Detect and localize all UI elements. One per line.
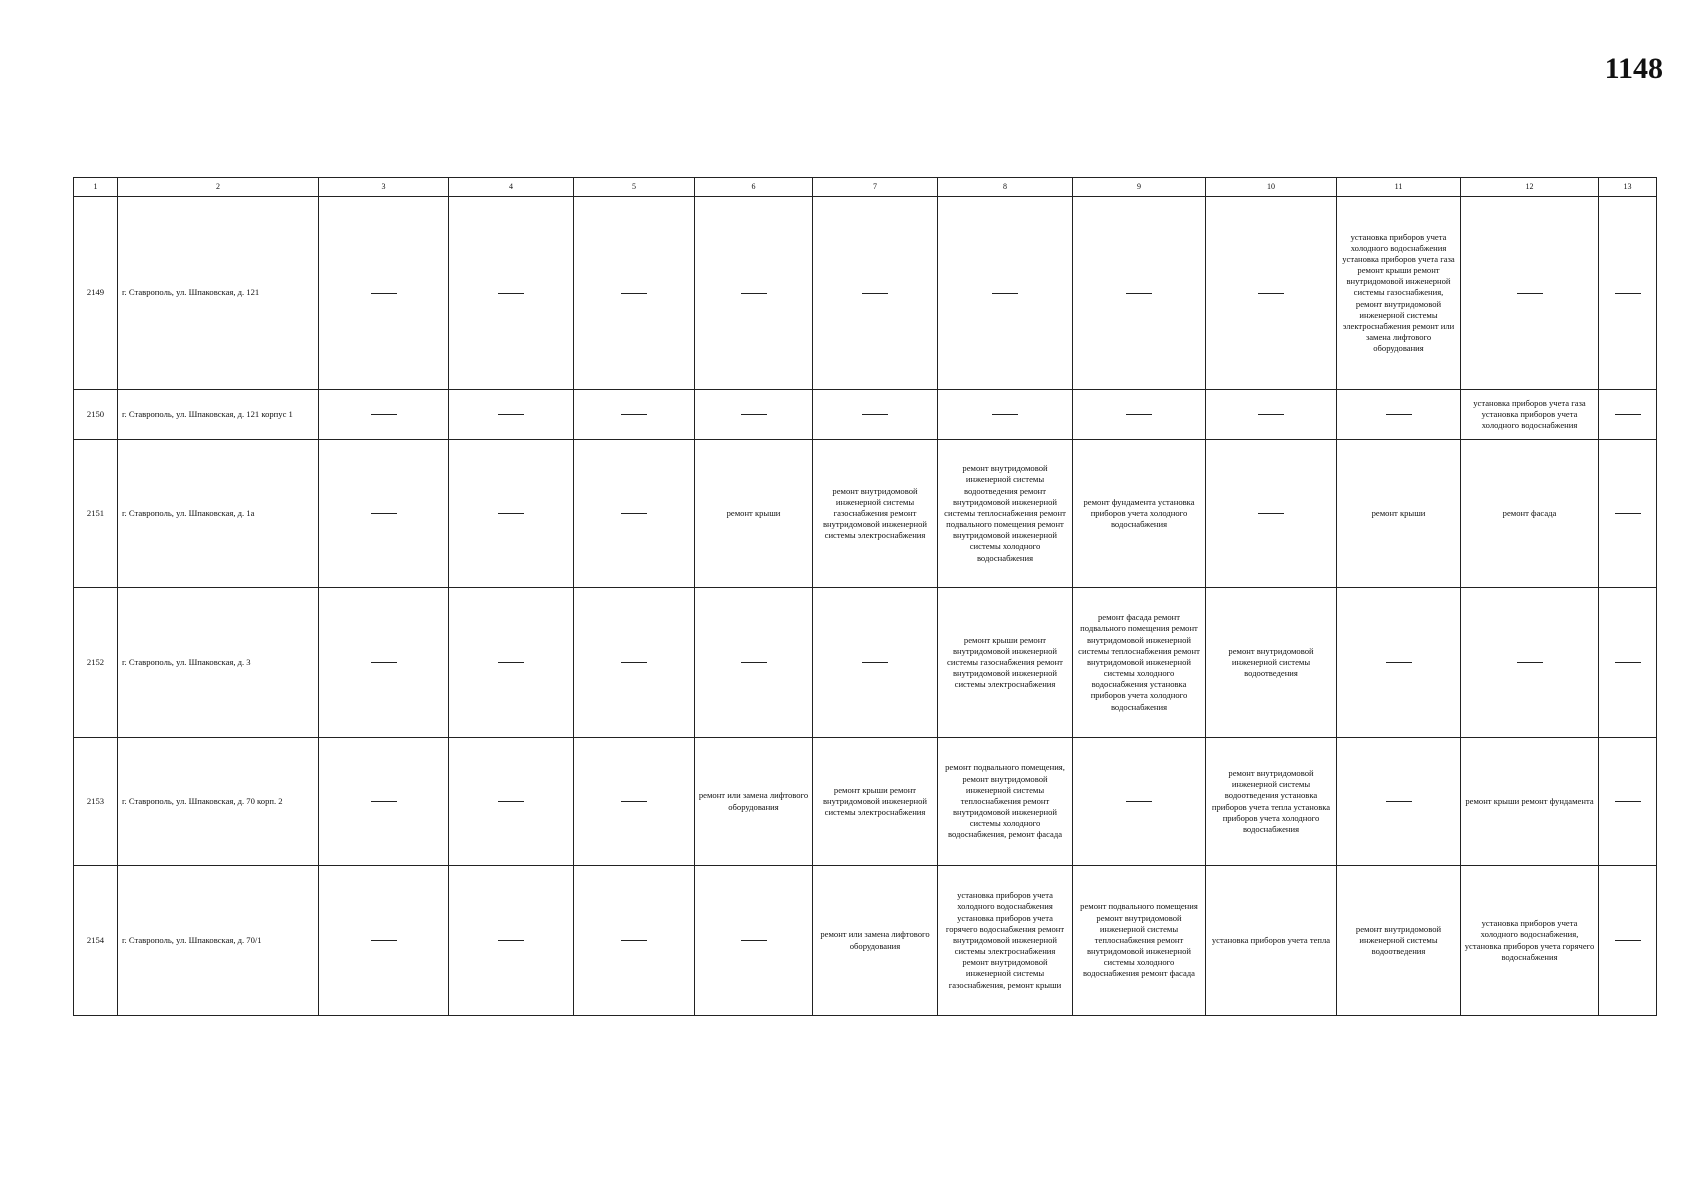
- work-type-text: ремонт внутридомовой инженерной системы газоснабжения ремонт внутридомовой инженерной системы электроснабжения: [822, 485, 928, 541]
- table-row: [74, 738, 1657, 866]
- row-number: 2149: [74, 197, 118, 390]
- work-type-text: ремонт крыши ремонт фундамента: [1465, 795, 1594, 806]
- empty-cell: [1599, 197, 1657, 390]
- empty-cell: [449, 440, 574, 588]
- empty-cell: [1461, 588, 1599, 738]
- work-type-cell: [695, 738, 813, 866]
- work-type-text: установка приборов учета холодного водоснабжения установка приборов учета горячего водоснабжения ремонт внутридомовой инженерной системы электроснабжения ремонт внутридомовой инженерной системы газоснабжения, ремонт крыши: [945, 890, 1065, 990]
- work-type-cell: [813, 440, 938, 588]
- empty-cell: [319, 866, 449, 1016]
- row-number: 2154: [74, 866, 118, 1016]
- empty-cell: [813, 390, 938, 440]
- empty-cell: [449, 738, 574, 866]
- dash-mark: [1615, 293, 1641, 294]
- work-type-cell: [1073, 866, 1206, 1016]
- column-number: 1: [74, 178, 118, 197]
- work-type-cell: [1461, 738, 1599, 866]
- work-type-cell: [1461, 390, 1599, 440]
- dash-mark: [1258, 513, 1284, 514]
- address-cell: г. Ставрополь, ул. Шпаковская, д. 1а: [118, 440, 319, 588]
- work-type-cell: [1337, 866, 1461, 1016]
- address-cell: г. Ставрополь, ул. Шпаковская, д. 121 корпус 1: [118, 390, 319, 440]
- address-cell: г. Ставрополь, ул. Шпаковская, д. 121: [118, 197, 319, 390]
- dash-mark: [1126, 801, 1152, 802]
- empty-cell: [449, 197, 574, 390]
- column-number: 6: [695, 178, 813, 197]
- empty-cell: [319, 440, 449, 588]
- dash-mark: [741, 662, 767, 663]
- address-cell: г. Ставрополь, ул. Шпаковская, д. 3: [118, 588, 319, 738]
- repair-schedule-table: [73, 177, 1657, 1016]
- dash-mark: [621, 513, 647, 514]
- column-number: 10: [1206, 178, 1337, 197]
- empty-cell: [574, 588, 695, 738]
- empty-cell: [813, 588, 938, 738]
- column-number: 12: [1461, 178, 1599, 197]
- work-type-text: ремонт или замена лифтового оборудования: [698, 790, 809, 812]
- dash-mark: [1258, 293, 1284, 294]
- work-type-text: ремонт фасада: [1502, 507, 1557, 518]
- work-type-cell: [938, 866, 1073, 1016]
- dash-mark: [371, 293, 397, 294]
- column-number: 8: [938, 178, 1073, 197]
- empty-cell: [319, 197, 449, 390]
- row-number: 2152: [74, 588, 118, 738]
- work-type-cell: [695, 440, 813, 588]
- column-number: 2: [118, 178, 319, 197]
- work-type-text: ремонт крыши: [1371, 507, 1426, 518]
- work-type-cell: [1461, 866, 1599, 1016]
- empty-cell: [574, 440, 695, 588]
- work-type-cell: [1337, 440, 1461, 588]
- work-type-cell: [1073, 588, 1206, 738]
- dash-mark: [1126, 293, 1152, 294]
- dash-mark: [498, 662, 524, 663]
- dash-mark: [862, 414, 888, 415]
- column-number: 11: [1337, 178, 1461, 197]
- work-type-cell: [1073, 440, 1206, 588]
- empty-cell: [574, 738, 695, 866]
- dash-mark: [862, 293, 888, 294]
- table-row: [74, 440, 1657, 588]
- dash-mark: [1615, 414, 1641, 415]
- work-type-cell: [1206, 588, 1337, 738]
- empty-cell: [449, 866, 574, 1016]
- dash-mark: [1615, 801, 1641, 802]
- empty-cell: [1599, 738, 1657, 866]
- column-number: 13: [1599, 178, 1657, 197]
- empty-cell: [695, 866, 813, 1016]
- dash-mark: [371, 801, 397, 802]
- dash-mark: [862, 662, 888, 663]
- empty-cell: [319, 588, 449, 738]
- work-type-text: ремонт внутридомовой инженерной системы водоотведения установка приборов учета тепла установка приборов учета холодного водоснабжения: [1211, 767, 1331, 834]
- dash-mark: [498, 414, 524, 415]
- dash-mark: [621, 293, 647, 294]
- address-cell: г. Ставрополь, ул. Шпаковская, д. 70/1: [118, 866, 319, 1016]
- dash-mark: [498, 801, 524, 802]
- dash-mark: [621, 662, 647, 663]
- empty-cell: [695, 588, 813, 738]
- work-type-text: установка приборов учета тепла: [1211, 934, 1331, 945]
- work-type-text: ремонт фундамента установка приборов учета холодного водоснабжения: [1083, 496, 1195, 530]
- column-number: 5: [574, 178, 695, 197]
- work-type-text: ремонт крыши ремонт внутридомовой инженерной системы электроснабжения: [822, 784, 928, 818]
- work-type-text: ремонт подвального помещения ремонт внутридомовой инженерной системы теплоснабжения ремонт внутридомовой инженерной системы холодного водоснабжения ремонт фасада: [1080, 901, 1198, 979]
- empty-cell: [1337, 588, 1461, 738]
- work-type-text: установка приборов учета холодного водоснабжения, установка приборов учета горячего водоснабжения: [1464, 918, 1595, 962]
- dash-mark: [1517, 662, 1543, 663]
- empty-cell: [449, 390, 574, 440]
- dash-mark: [741, 293, 767, 294]
- work-type-text: ремонт фасада ремонт подвального помещения ремонт внутридомовой инженерной системы теплоснабжения ремонт внутридомовой инженерной системы холодного водоснабжения установка приборов учета холодного водоснабжения: [1078, 612, 1200, 712]
- empty-cell: [938, 390, 1073, 440]
- work-type-cell: [813, 738, 938, 866]
- empty-cell: [1337, 738, 1461, 866]
- column-number: 9: [1073, 178, 1206, 197]
- dash-mark: [621, 940, 647, 941]
- table-row: [74, 588, 1657, 738]
- dash-mark: [1126, 414, 1152, 415]
- empty-cell: [695, 197, 813, 390]
- empty-cell: [813, 197, 938, 390]
- empty-cell: [1073, 738, 1206, 866]
- work-type-text: установка приборов учета газа установка приборов учета холодного водоснабжения: [1473, 397, 1586, 431]
- work-type-text: установка приборов учета холодного водоснабжения установка приборов учета газа ремонт крыши ремонт внутридомовой инженерной системы газоснабжения, ремонт внутридомовой инженерной системы электроснабжения ремонт или замена лифтового оборудования: [1342, 231, 1455, 354]
- work-type-cell: [1206, 738, 1337, 866]
- row-number: 2151: [74, 440, 118, 588]
- work-type-cell: [1461, 440, 1599, 588]
- work-type-cell: [1337, 197, 1461, 390]
- empty-cell: [319, 738, 449, 866]
- empty-cell: [574, 390, 695, 440]
- dash-mark: [498, 293, 524, 294]
- column-number: 3: [319, 178, 449, 197]
- dash-mark: [1615, 513, 1641, 514]
- dash-mark: [621, 414, 647, 415]
- work-type-cell: [938, 738, 1073, 866]
- work-type-text: ремонт внутридомовой инженерной системы водоотведения: [1228, 645, 1314, 679]
- dash-mark: [498, 513, 524, 514]
- empty-cell: [319, 390, 449, 440]
- empty-cell: [1073, 390, 1206, 440]
- dash-mark: [1615, 662, 1641, 663]
- empty-cell: [574, 866, 695, 1016]
- dash-mark: [371, 513, 397, 514]
- row-number: 2153: [74, 738, 118, 866]
- empty-cell: [695, 390, 813, 440]
- empty-cell: [449, 588, 574, 738]
- work-type-text: ремонт крыши: [726, 507, 781, 518]
- empty-cell: [1599, 866, 1657, 1016]
- empty-cell: [1599, 440, 1657, 588]
- column-number-row: [74, 178, 1657, 197]
- page-number: 1148: [1604, 52, 1663, 85]
- empty-cell: [574, 197, 695, 390]
- work-type-cell: [938, 440, 1073, 588]
- dash-mark: [741, 414, 767, 415]
- empty-cell: [1599, 588, 1657, 738]
- dash-mark: [1386, 801, 1412, 802]
- address-cell: г. Ставрополь, ул. Шпаковская, д. 70 корп. 2: [118, 738, 319, 866]
- table-row: [74, 390, 1657, 440]
- work-type-text: ремонт или замена лифтового оборудования: [820, 929, 930, 951]
- empty-cell: [1206, 197, 1337, 390]
- row-number: 2150: [74, 390, 118, 440]
- column-number: 4: [449, 178, 574, 197]
- work-type-text: ремонт подвального помещения, ремонт внутридомовой инженерной системы теплоснабжения ремонт внутридомовой инженерной системы холодного водоснабжения, ремонт фасада: [945, 762, 1065, 840]
- dash-mark: [741, 940, 767, 941]
- dash-mark: [621, 801, 647, 802]
- empty-cell: [1461, 197, 1599, 390]
- work-type-text: ремонт внутридомовой инженерной системы водоотведения: [1355, 923, 1442, 957]
- dash-mark: [1386, 662, 1412, 663]
- empty-cell: [1206, 440, 1337, 588]
- work-type-cell: [1206, 866, 1337, 1016]
- dash-mark: [992, 414, 1018, 415]
- empty-cell: [1206, 390, 1337, 440]
- dash-mark: [992, 293, 1018, 294]
- work-type-cell: [813, 866, 938, 1016]
- column-number: 7: [813, 178, 938, 197]
- empty-cell: [1599, 390, 1657, 440]
- dash-mark: [371, 414, 397, 415]
- dash-mark: [1517, 293, 1543, 294]
- dash-mark: [371, 662, 397, 663]
- dash-mark: [1386, 414, 1412, 415]
- dash-mark: [498, 940, 524, 941]
- empty-cell: [1073, 197, 1206, 390]
- dash-mark: [1615, 940, 1641, 941]
- table-row: [74, 866, 1657, 1016]
- table-row: [74, 197, 1657, 390]
- empty-cell: [1337, 390, 1461, 440]
- work-type-text: ремонт внутридомовой инженерной системы водоотведения ремонт внутридомовой инженерной системы теплоснабжения ремонт подвального помещения ремонт внутридомовой инженерной системы холодного водоснабжения: [944, 463, 1066, 563]
- dash-mark: [371, 940, 397, 941]
- empty-cell: [938, 197, 1073, 390]
- dash-mark: [1258, 414, 1284, 415]
- work-type-cell: [938, 588, 1073, 738]
- work-type-text: ремонт крыши ремонт внутридомовой инженерной системы газоснабжения ремонт внутридомовой инженерной системы электроснабжения: [947, 634, 1063, 690]
